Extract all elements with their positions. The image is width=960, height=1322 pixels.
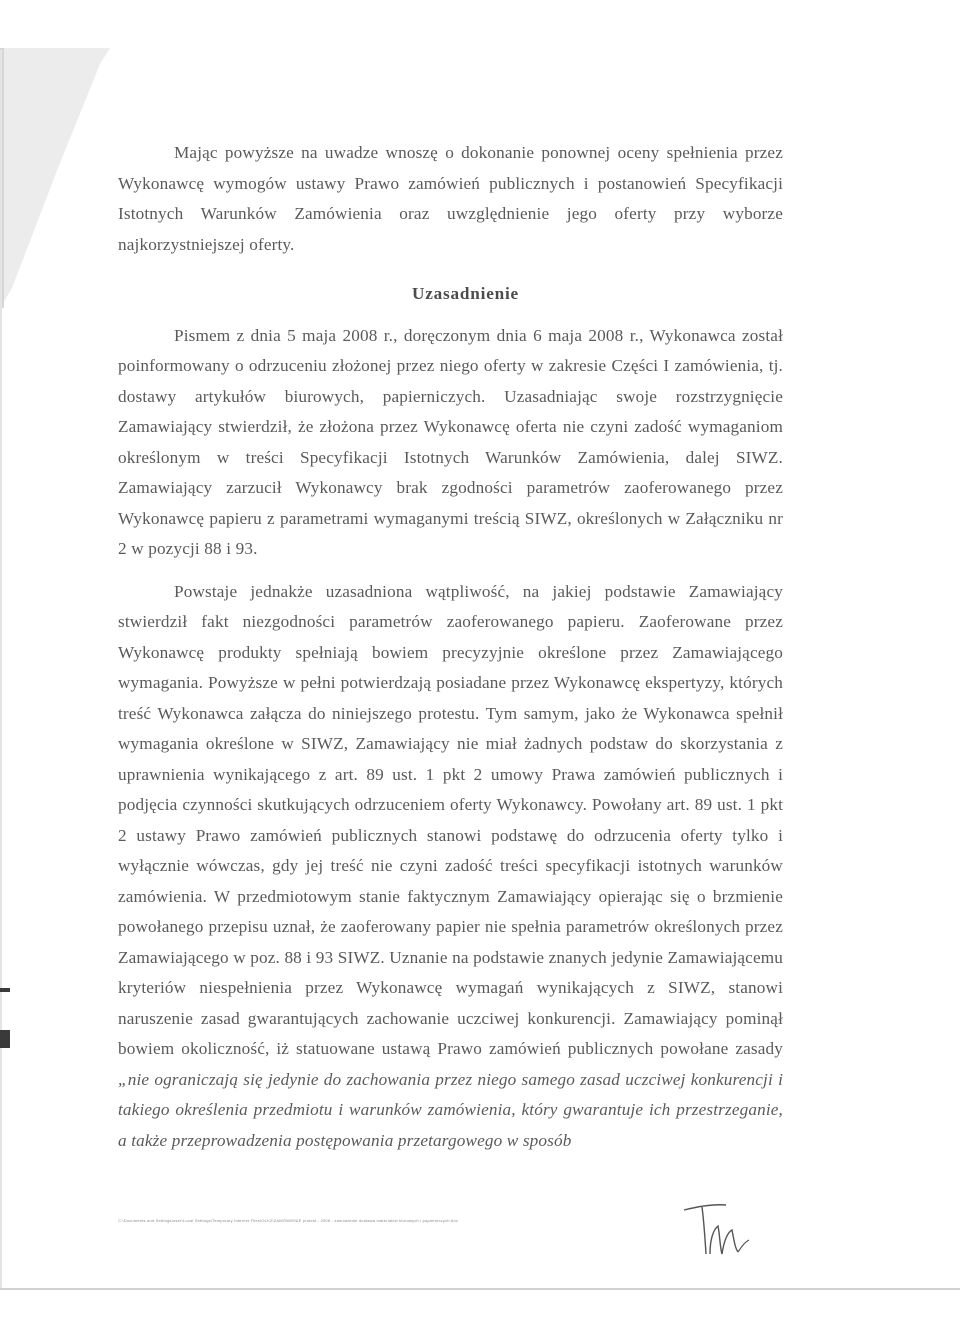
handwritten-signature	[680, 1196, 755, 1258]
paragraph-notification: Pismem z dnia 5 maja 2008 r., doręczonym dnia 6 maja 2008 r., Wykonawca został poinformowany o odrzuceniu złożonej przez niego oferty w zakresie Części I zamówienia, tj. dostawy artykułów biurowych, papierniczych. Uzasadniając swoje rozstrzygnięcie Zamawiający stwierdził, że złożona przez Wykonawcę oferta nie czyni zadość wymaganiom określonym w treści Specyfikacji Istotnych Warunków Zamówienia, dalej SIWZ. Zamawiający zarzucił Wykonawcy brak zgodności parametrów zaoferowanego przez Wykonawcę papieru z parametrami wymaganymi treścią SIWZ, określonych w Załączniku nr 2 w pozycji 88 i 93.	[118, 325, 783, 558]
quoted-text: „nie ograniczają się jedynie do zachowania przez niego samego zasad uczciwej konkurencji i takiego określenia przedmiotu i warunków zamówienia, który gwarantuje ich przestrzeganie, a także przeprowadzenia postępowania przetargowego w sposób	[118, 1069, 783, 1150]
section-heading: Uzasadnienie	[411, 284, 519, 303]
paragraph-argument	[118, 577, 783, 1157]
footer-file-path: C:\Documents and Settings\user\Local Settings\Temporary Internet Files\OLK2\ZAMÓWIENIE protest - 2008 - zamówienie dostawa materiałów biurowych i papierniczych.doc	[118, 1218, 459, 1223]
argument-text: Powstaje jednakże uzasadniona wątpliwość, na jakiej podstawie Zamawiający stwierdził fakt niezgodności parametrów zaoferowanego papieru. Zaoferowane przez Wykonawcę produkty spełniają bowiem precyzyjnie określone przez Zamawiającego wymagania. Powyższe w pełni potwierdzają posiadane przez Wykonawcę ekspertyzy, których treść Wykonawca załącza do niniejszego protestu. Tym samym, jako że Wykonawca spełnił wymagania określone w SIWZ, Zamawiający nie miał żadnych podstaw do skorzystania z uprawnienia wynikającego z art. 89 ust. 1 pkt 2 umowy Prawa zamówień publicznych i podjęcia czynności skutkujących odrzuceniem oferty Wykonawcy. Powołany art. 89 ust. 1 pkt 2 ustawy Prawo zamówień publicznych stanowi podstawę do odrzucenia oferty tylko i wyłącznie wówczas, gdy jej treść nie czyni zadość treści specyfikacji istotnych warunków zamówienia. W przedmiotowym stanie faktycznym Zamawiający opierając się o brzmienie powołanego przepisu uznał, że zaoferowany papier nie spełnia parametrów określonych przez Zamawiającego w poz. 88 i 93 SIWZ. Uznanie na podstawie znanych jedynie Zamawiającemu kryteriów niespełnienia przez Wykonawcę wymagań wynikających z SIWZ, stanowi naruszenie zasad gwarantujących zachowanie uczciwej konkurencji. Zamawiający pominął bowiem okoliczność, iż statuowane ustawą Prawo zamówień publicznych powołane zasady	[118, 581, 783, 1058]
scan-mark	[0, 988, 10, 992]
scan-bottom-edge	[0, 1288, 960, 1290]
scan-mark	[0, 1030, 10, 1048]
intro-paragraph: Mając powyższe na uwadze wnoszę o dokonanie ponownej oceny spełnienia przez Wykonawcę wymogów ustawy Prawo zamówień publicznych i postanowień Specyfikacji Istotnych Warunków Zamówienia oraz uwzględnienie jego oferty przy wyborze najkorzystniejszej oferty.	[118, 143, 783, 254]
letter-body	[118, 138, 783, 1156]
scan-left-edge	[0, 50, 2, 1290]
scan-shadow-edge	[0, 48, 110, 308]
